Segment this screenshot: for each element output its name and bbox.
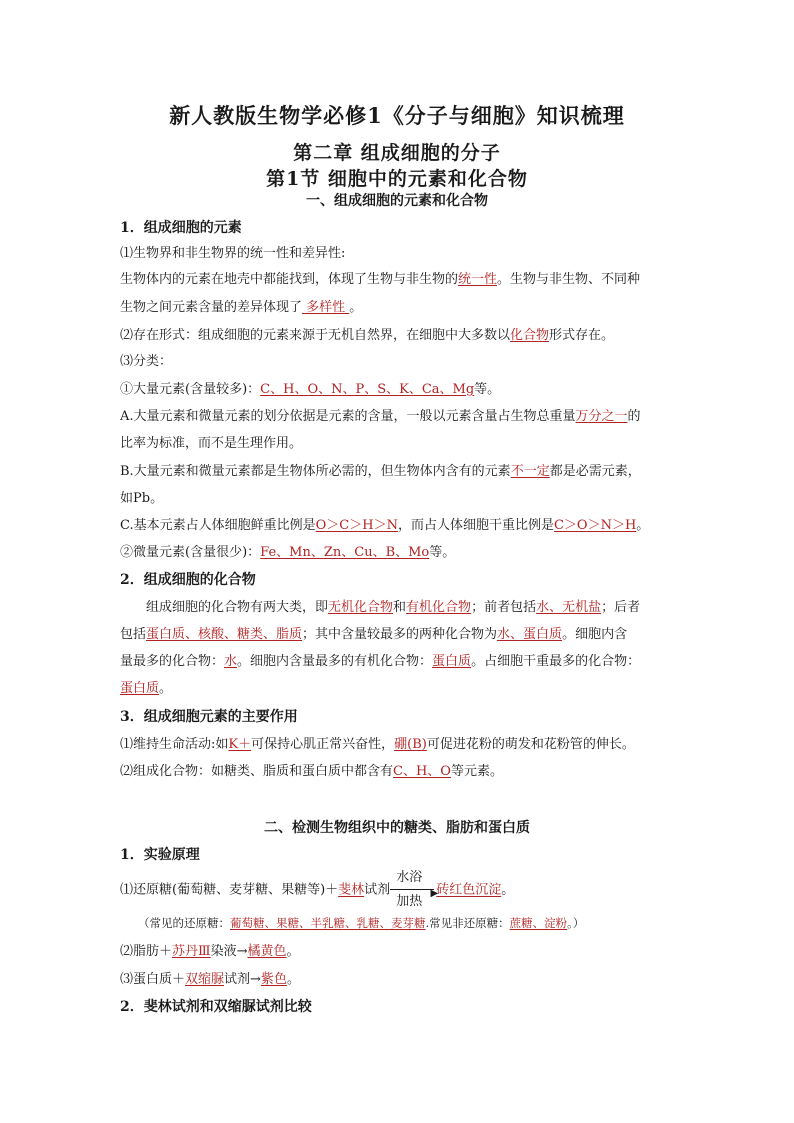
heading-compounds: 2．组成细胞的化合物 bbox=[120, 572, 256, 588]
answer-blank: 蔗糖、淀粉 bbox=[509, 916, 568, 930]
answer-blank: 斐林 bbox=[338, 882, 365, 898]
paragraph: ⑵脂肪＋苏丹Ⅲ染液→橘黄色。 bbox=[120, 944, 300, 959]
heading-roles: 3．组成细胞元素的主要作用 bbox=[120, 709, 298, 725]
paragraph: 蛋白质。 bbox=[120, 681, 173, 696]
answer-blank: 紫色 bbox=[260, 972, 287, 987]
paragraph: ⑴维持生命活动:如K＋可保持心肌正常兴奋性，硼(B)可促进花粉的萌发和花粉管的伸长。 bbox=[120, 737, 635, 752]
paragraph: B.大量元素和微量元素都是生物体所必需的，但生物体内含有的元素不一定都是必需元素， bbox=[120, 464, 641, 479]
note: （常见的还原糖：葡萄糖、果糖、半乳糖、乳糖、麦芽糖.常见非还原糖：蔗糖、淀粉。） bbox=[138, 916, 585, 930]
paragraph: 比率为标准，而不是生理作用。 bbox=[120, 436, 303, 451]
answer-blank: 橘黄色 bbox=[247, 944, 287, 959]
answer-blank: 无机化合物 bbox=[328, 600, 394, 615]
paragraph: ⑶分类： bbox=[120, 354, 173, 369]
subsection-title-1: 一、组成细胞的元素和化合物 bbox=[306, 193, 488, 209]
answer-blank: 万分之一 bbox=[575, 409, 628, 424]
paragraph: 包括蛋白质、核酸、糖类、脂质；其中含量较最多的两种化合物为水、蛋白质。细胞内含 bbox=[120, 627, 628, 642]
paragraph: 生物之间元素含量的差异体现了 多样性 。 bbox=[120, 300, 363, 315]
answer-blank: C、H、O、N、P、S、K、Ca、Mg bbox=[260, 382, 475, 397]
answer-blank: 不一定 bbox=[510, 464, 550, 479]
answer-blank: 化合物 bbox=[510, 328, 550, 343]
answer-blank: 有机化合物 bbox=[406, 600, 472, 615]
heading-reagent-comparison: 2．斐林试剂和双缩脲试剂比较 bbox=[120, 999, 312, 1015]
paragraph: ⑵组成化合物：如糖类、脂质和蛋白质中都含有C、H、O等元素。 bbox=[120, 764, 503, 779]
answer-blank: 水、蛋白质 bbox=[497, 627, 563, 642]
paragraph: 如Pb。 bbox=[120, 491, 164, 506]
paragraph: ②微量元素(含量很少)：Fe、Mn、Zn、Cu、B、Mo等。 bbox=[120, 545, 456, 560]
paragraph: A.大量元素和微量元素的划分依据是元素的含量，一般以元素含量占生物总重量万分之一的 bbox=[120, 409, 641, 424]
paragraph: ⑴还原糖(葡萄糖、麦芽糖、果糖等)＋斐林试剂 水浴 ▶ 加热 砖红色沉淀。 bbox=[120, 870, 515, 909]
heading-elements: 1．组成细胞的元素 bbox=[120, 220, 242, 236]
answer-blank: 蛋白质 bbox=[120, 681, 160, 696]
subsection-title-2: 二、检测生物组织中的糖类、脂肪和蛋白质 bbox=[264, 820, 530, 836]
answer-blank: 蛋白质 bbox=[432, 654, 472, 669]
answer-blank: 统一性 bbox=[458, 272, 498, 287]
answer-blank: K＋ bbox=[228, 737, 252, 752]
answer-blank: 葡萄糖、果糖、半乳糖、乳糖、麦芽糖 bbox=[230, 916, 426, 930]
answer-blank: 多样性 bbox=[302, 300, 350, 315]
answer-blank: 双缩脲 bbox=[185, 972, 225, 987]
reaction-arrow: 水浴 ▶ 加热 bbox=[390, 880, 436, 900]
paragraph: ①大量元素(含量较多)：C、H、O、N、P、S、K、Ca、Mg等。 bbox=[120, 382, 501, 397]
paragraph: 组成细胞的化合物有两大类，即无机化合物和有机化合物；前者包括水、无机盐；后者 bbox=[146, 600, 641, 615]
paragraph: ⑵存在形式：组成细胞的元素来源于无机自然界，在细胞中大多数以化合物形式存在。 bbox=[120, 328, 615, 343]
answer-blank: C、H、O bbox=[393, 764, 451, 779]
answer-blank: 砖红色沉淀 bbox=[436, 882, 502, 898]
answer-blank: Fe、Mn、Zn、Cu、B、Mo bbox=[260, 545, 430, 560]
answer-blank: C＞O＞N＞H bbox=[553, 518, 637, 533]
paragraph: 生物体内的元素在地壳中都能找到，体现了生物与非生物的统一性。生物与非生物、不同种 bbox=[120, 272, 641, 287]
paragraph: ⑶蛋白质＋双缩脲试剂→紫色。 bbox=[120, 972, 300, 987]
chapter-title: 第二章 组成细胞的分子 bbox=[293, 142, 501, 164]
heading-principle: 1．实验原理 bbox=[120, 847, 200, 863]
section-title: 第1节 细胞中的元素和化合物 bbox=[266, 168, 528, 190]
paragraph: ⑴生物界和非生物界的统一性和差异性: bbox=[120, 246, 346, 261]
answer-blank: 硼(B) bbox=[394, 737, 427, 752]
main-title: 新人教版生物学必修1《分子与细胞》知识梳理 bbox=[169, 103, 625, 128]
answer-blank: 蛋白质、核酸、糖类、脂质 bbox=[146, 627, 303, 642]
answer-blank: 水、无机盐 bbox=[536, 600, 602, 615]
paragraph: C.基本元素占人体细胞鲜重比例是O＞C＞H＞N，而占人体细胞干重比例是C＞O＞N＞H。 bbox=[120, 518, 650, 533]
answer-blank: O＞C＞H＞N bbox=[315, 518, 398, 533]
paragraph: 量最多的化合物：水。细胞内含量最多的有机化合物：蛋白质。占细胞干重最多的化合物： bbox=[120, 654, 641, 669]
answer-blank: 水 bbox=[224, 654, 238, 669]
answer-blank: 苏丹Ⅲ bbox=[172, 944, 211, 959]
